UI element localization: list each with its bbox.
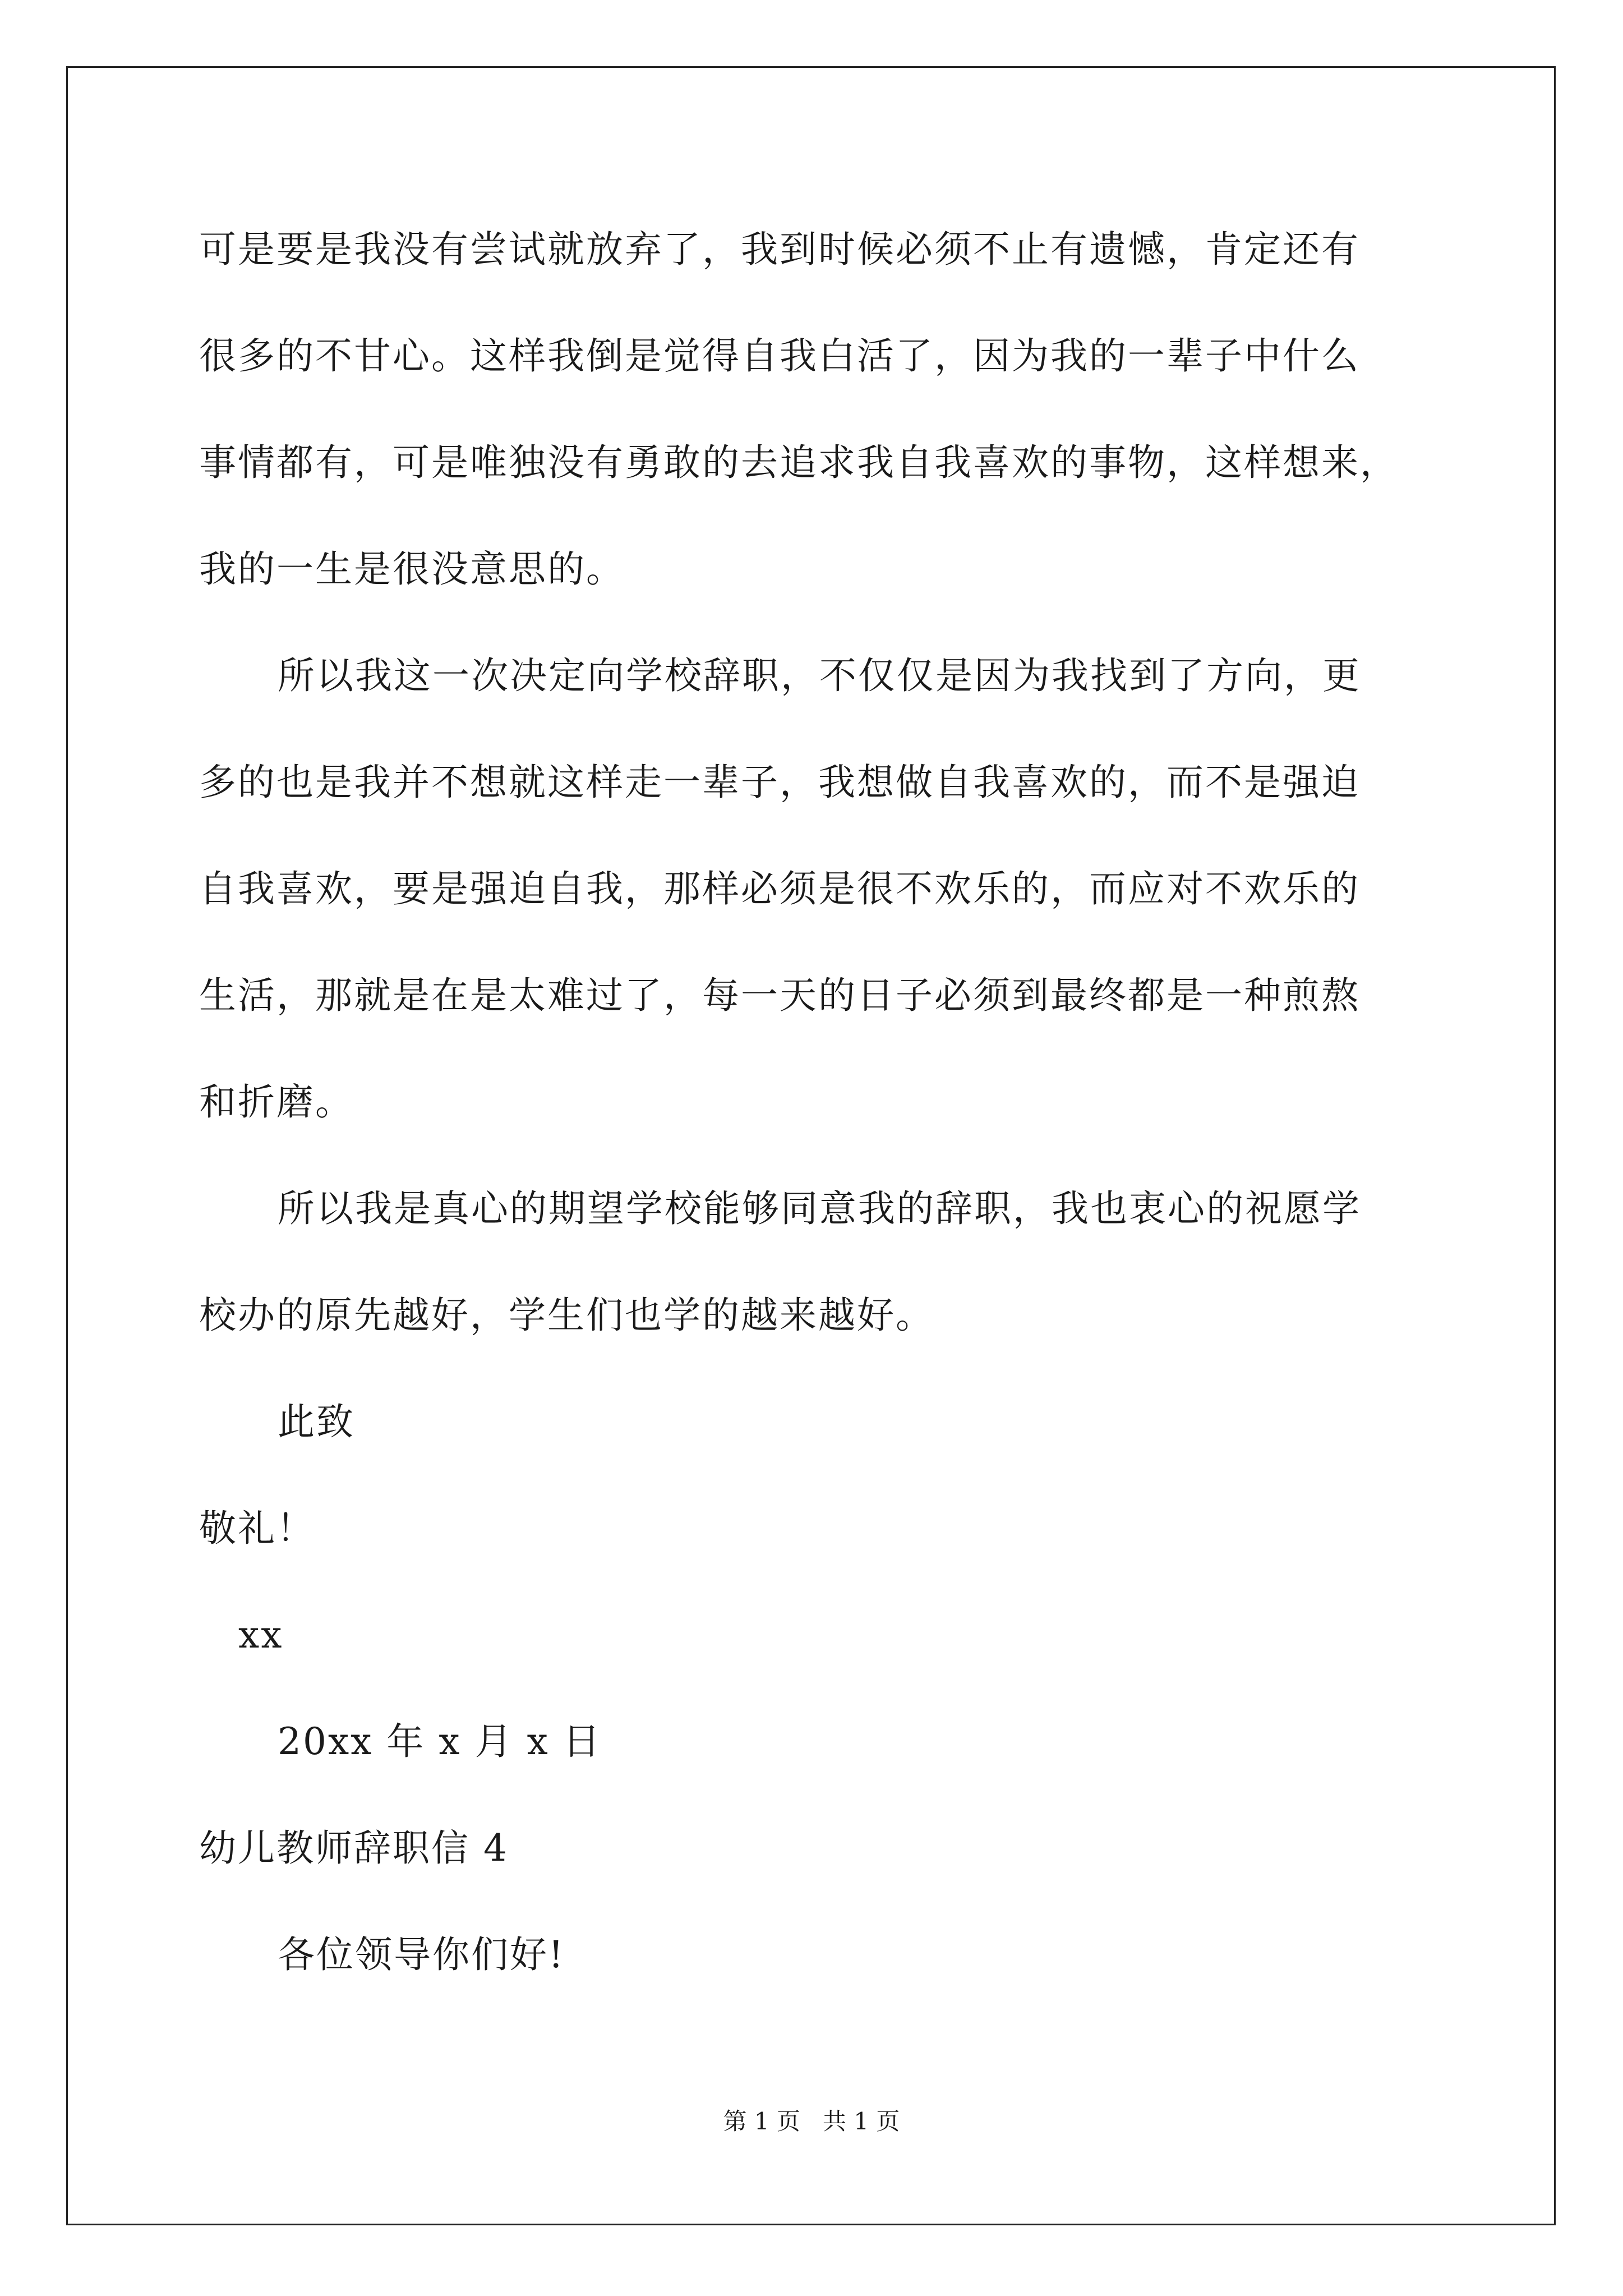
paragraph-line: 可是要是我没有尝试就放弃了，我到时候必须不止有遗憾，肯定还有 <box>199 228 1360 271</box>
signature-date: 20xx 年 x 月 x 日 <box>278 1720 602 1763</box>
page-number: 第 1 页 <box>723 2108 800 2135</box>
page-footer <box>0 2105 1623 2138</box>
paragraph-line: 生活，那就是在是太难过了，每一天的日子必须到最终都是一种煎熬 <box>199 974 1360 1017</box>
paragraph-line: 很多的不甘心。这样我倒是觉得自我白活了，因为我的一辈子中什么 <box>199 334 1360 378</box>
page-total: 共 1 页 <box>823 2108 900 2135</box>
signature-name: xx <box>238 1613 284 1657</box>
paragraph-line: 事情都有，可是唯独没有勇敢的去追求我自我喜欢的事物，这样想来， <box>199 441 1399 484</box>
paragraph-line: 和折磨。 <box>199 1080 354 1124</box>
paragraph-line: 多的也是我并不想就这样走一辈子，我想做自我喜欢的，而不是强迫 <box>199 761 1360 804</box>
greeting-line: 各位领导你们好! <box>278 1933 565 1976</box>
paragraph-line: 自我喜欢，要是强迫自我，那样必须是很不欢乐的，而应对不欢乐的 <box>199 867 1360 910</box>
salutation-closing: 此致 <box>278 1400 355 1443</box>
page-frame <box>66 66 1556 2225</box>
paragraph-line: 校办的原先越好，学生们也学的越来越好。 <box>199 1294 934 1337</box>
paragraph-line: 我的一生是很没意思的。 <box>199 547 625 591</box>
section-heading: 幼儿教师辞职信 4 <box>199 1826 509 1870</box>
paragraph-line: 所以我这一次决定向学校辞职，不仅仅是因为我找到了方向，更 <box>278 654 1361 697</box>
paragraph-line: 所以我是真心的期望学校能够同意我的辞职，我也衷心的祝愿学 <box>278 1187 1361 1230</box>
salutation-regards: 敬礼！ <box>199 1507 315 1550</box>
